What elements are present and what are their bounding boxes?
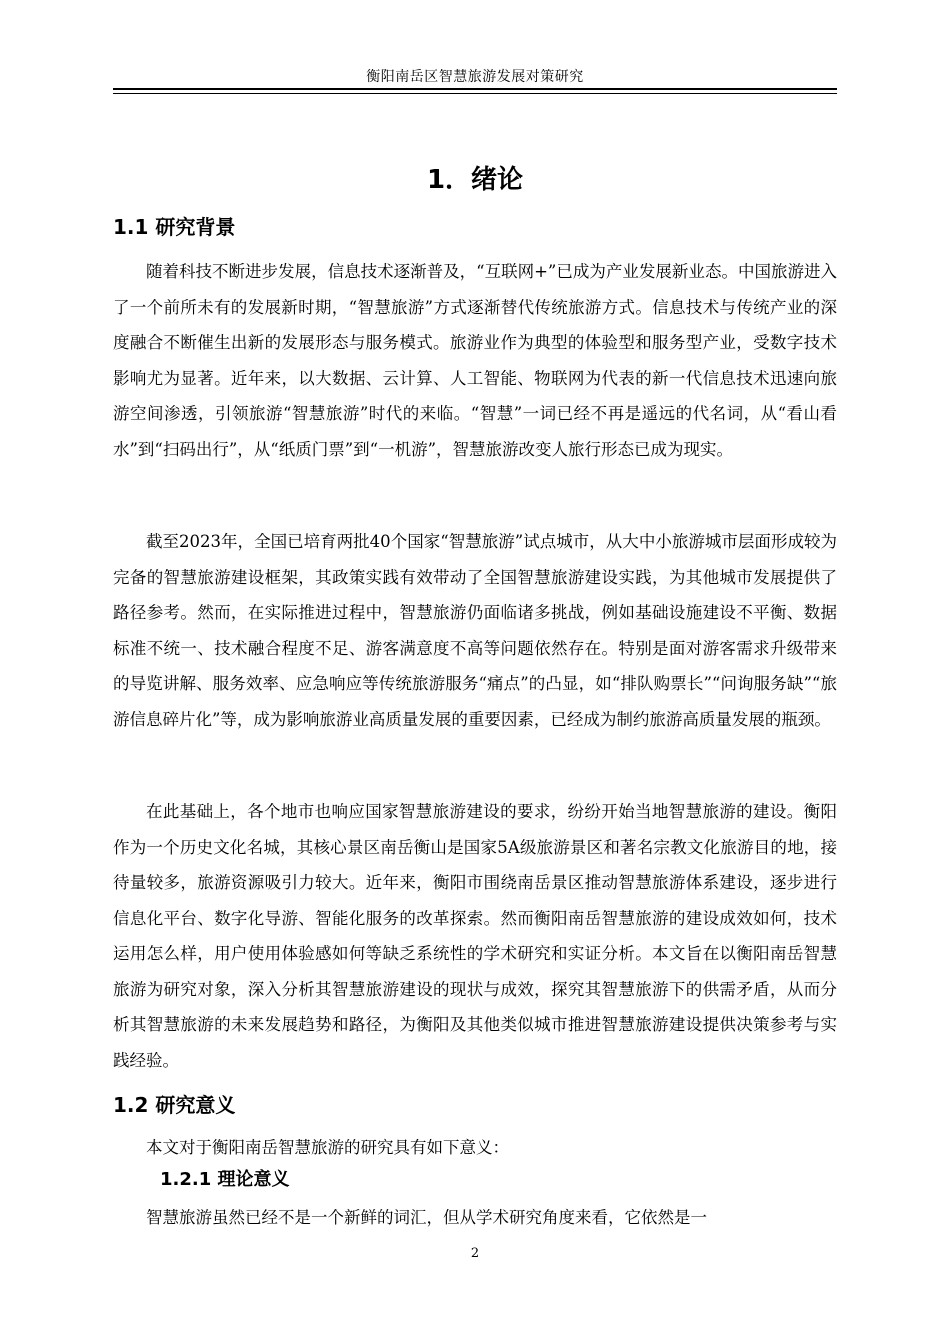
paragraph-background-2: 截至2023年，全国已培育两批40个国家“智慧旅游”试点城市，从大中小旅游城市层面形成较为完备的智慧旅游建设框架，其政策实践有效带动了全国智慧旅游建设实践，为其他城市发展提供了路径参考。然而，在实际推进过程中，智慧旅游仍面临诸多挑战，例如基础设施建设不平衡、数据标准不统一、技术融合程度不足、游客满意度不高等问题依然存在。特别是面对游客需求升级带来的导览讲解、服务效率、应急响应等传统旅游服务“痛点”的凸显，如“排队购票长”“问询服务缺”“旅游信息碎片化”等，成为影响旅游业高质量发展的重要因素，已经成为制约旅游高质量发展的瓶颈。 <box>113 532 837 729</box>
subsection-heading-theory: 1.2.1 理论意义 <box>160 1169 290 1190</box>
chapter-title: 1．绪论 <box>426 165 524 195</box>
header-rule-thick <box>113 88 837 90</box>
section-heading-significance: 1.2 研究意义 <box>113 1093 236 1117</box>
paragraph-theory-start: 智慧旅游虽然已经不是一个新鲜的词汇，但从学术研究角度来看，它依然是一 <box>146 1208 707 1227</box>
paragraph-background-1: 随着科技不断进步发展，信息技术逐渐普及，“互联网+”已成为产业发展新业态。中国旅游进入了一个前所未有的发展新时期，“智慧旅游”方式逐渐替代传统旅游方式。信息技术与传统产业的深度融合不断催生出新的发展形态与服务模式。旅游业作为典型的体验型和服务型产业，受数字技术影响尤为显著。近年来，以大数据、云计算、人工智能、物联网为代表的新一代信息技术迅速向旅游空间渗透，引领旅游“智慧旅游”时代的来临。“智慧”一词已经不再是遥远的代名词，从“看山看水”到“扫码出行”，从“纸质门票”到“一机游”，智慧旅游改变人旅行形态已成为现实。 <box>113 262 837 459</box>
running-header: 衡阳南岳区智慧旅游发展对策研究 <box>366 69 584 85</box>
page-number: 2 <box>470 1246 480 1261</box>
paragraph-significance-intro: 本文对于衡阳南岳智慧旅游的研究具有如下意义： <box>146 1138 509 1157</box>
section-heading-background: 1.1 研究背景 <box>113 215 236 239</box>
header-rule-thin <box>113 93 837 94</box>
paragraph-background-3: 在此基础上，各个地市也响应国家智慧旅游建设的要求，纷纷开始当地智慧旅游的建设。衡阳作为一个历史文化名城，其核心景区南岳衡山是国家5A级旅游景区和著名宗教文化旅游目的地，接待量较多，旅游资源吸引力较大。近年来，衡阳市围绕南岳景区推动智慧旅游体系建设，逐步进行信息化平台、数字化导游、智能化服务的改革探索。然而衡阳南岳智慧旅游的建设成效如何，技术运用怎么样，用户使用体验感如何等缺乏系统性的学术研究和实证分析。本文旨在以衡阳南岳智慧旅游为研究对象，深入分析其智慧旅游建设的现状与成效，探究其智慧旅游下的供需矛盾，从而分析其智慧旅游的未来发展趋势和路径，为衡阳及其他类似城市推进智慧旅游建设提供决策参考与实践经验。 <box>113 802 837 1070</box>
